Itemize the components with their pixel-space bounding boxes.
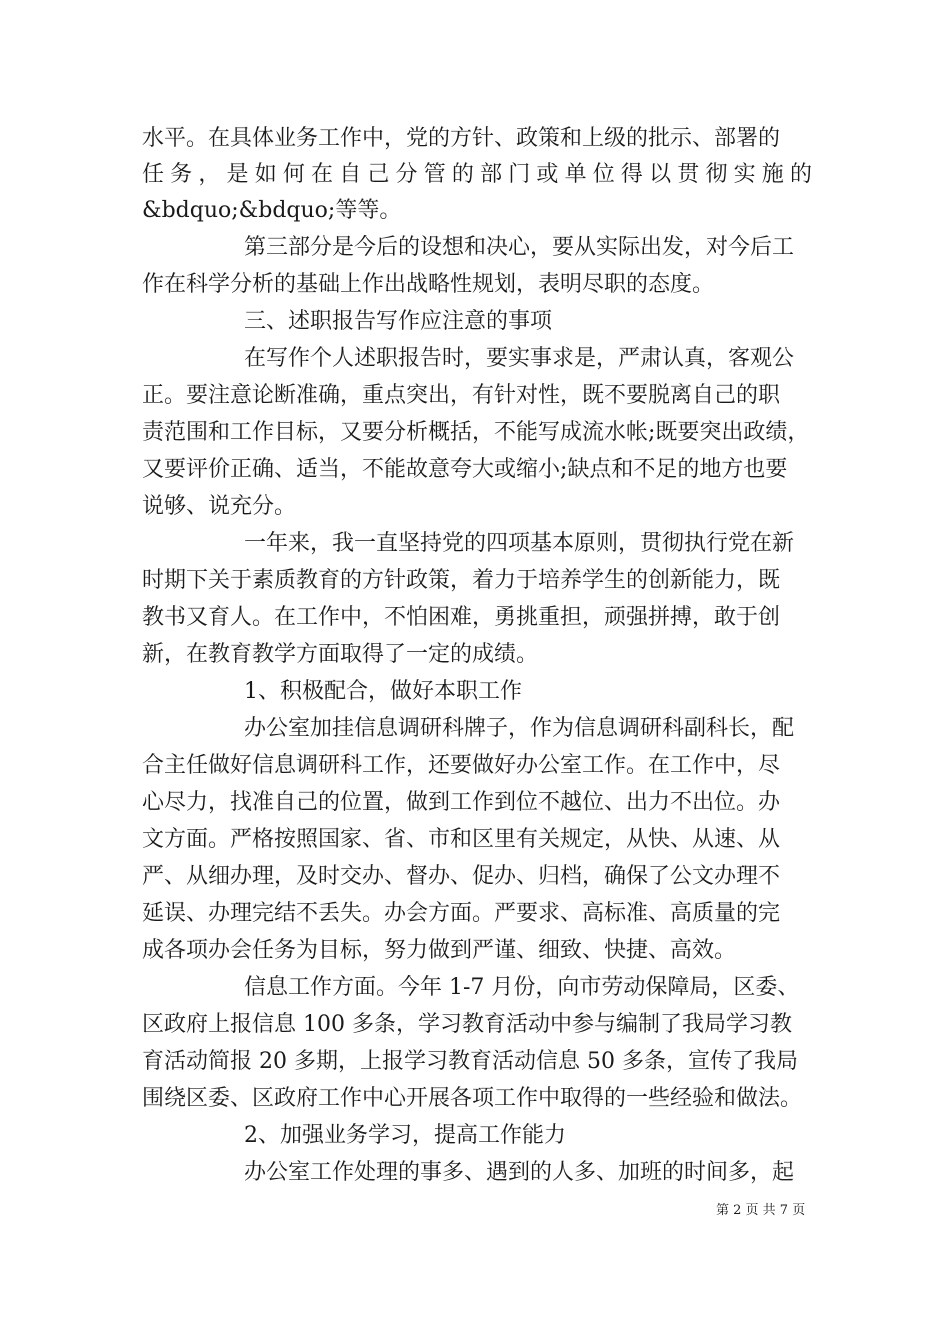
page-number-footer: 第 2 页 共 7 页 (716, 1203, 806, 1218)
text-line-20: 文方面。严格按照国家、省、市和区里有关规定，从快、从速、从 (142, 827, 781, 852)
text-line-4: 第三部分是今后的设想和决心，要从实际出发，对今后工 (244, 235, 795, 260)
text-line-3: &bdquo;&bdquo;等等。 (142, 198, 402, 223)
text-line-10: 又要评价正确、适当，不能故意夸大或缩小;缺点和不足的地方也要 (142, 457, 788, 482)
text-line-24: 信息工作方面。今年 1-7 月份，向市劳动保障局，区委、 (244, 975, 800, 1000)
text-line-22: 延误、办理完结不丢失。办会方面。严要求、高标准、高质量的完 (142, 901, 781, 926)
text-line-11: 说够、说充分。 (142, 494, 297, 519)
text-line-27: 围绕区委、区政府工作中心开展各项工作中取得的一些经验和做法。 (142, 1086, 803, 1111)
text-line-5: 作在科学分析的基础上作出战略性规划，表明尽职的态度。 (142, 272, 715, 297)
text-line-21: 严、从细办理，及时交办、督办、促办、归档，确保了公文办理不 (142, 864, 781, 889)
text-line-26: 育活动简报 20 多期，上报学习教育活动信息 50 多条，宣传了我局 (142, 1049, 798, 1074)
text-line-9: 责范围和工作目标，又要分析概括，不能写成流水帐;既要突出政绩， (142, 420, 810, 445)
text-line-25: 区政府上报信息 100 多条，学习教育活动中参与编制了我局学习教 (142, 1012, 792, 1037)
text-line-14: 教书又育人。在工作中，不怕困难，勇挑重担，顽强拼搏，敢于创 (142, 605, 781, 630)
subheading-1: 1、积极配合，做好本职工作 (244, 679, 522, 704)
text-line-12: 一年来，我一直坚持党的四项基本原则，贯彻执行党在新 (244, 531, 795, 556)
text-line-13: 时期下关于素质教育的方针政策，着力于培养学生的创新能力，既 (142, 568, 781, 593)
text-line-15: 新，在教育教学方面取得了一定的成绩。 (142, 642, 539, 667)
text-line-8: 正。要注意论断准确，重点突出，有针对性，既不要脱离自己的职 (142, 383, 781, 408)
subheading-2: 2、加强业务学习，提高工作能力 (244, 1123, 566, 1148)
text-line-29: 办公室工作处理的事多、遇到的人多、加班的时间多，起 (244, 1160, 795, 1185)
section-heading-3: 三、述职报告写作应注意的事项 (244, 309, 553, 334)
text-line-18: 合主任做好信息调研科工作，还要做好办公室工作。在工作中，尽 (142, 753, 781, 778)
text-line-19: 心尽力，找准自己的位置，做到工作到位不越位、出力不出位。办 (142, 790, 781, 815)
text-line-7: 在写作个人述职报告时，要实事求是，严肃认真，客观公 (244, 346, 795, 371)
text-line-2: 任 务 ， 是 如 何 在 自 己 分 管 的 部 门 或 单 位 得 以 贯 彻 实 施 的 (142, 162, 812, 187)
text-line-23: 成各项办会任务为目标，努力做到严谨、细致、快捷、高效。 (142, 938, 737, 963)
text-line-1: 水平。在具体业务工作中，党的方针、政策和上级的批示、部署的 (142, 126, 781, 151)
text-line-17: 办公室加挂信息调研科牌子，作为信息调研科副科长，配 (244, 716, 795, 741)
